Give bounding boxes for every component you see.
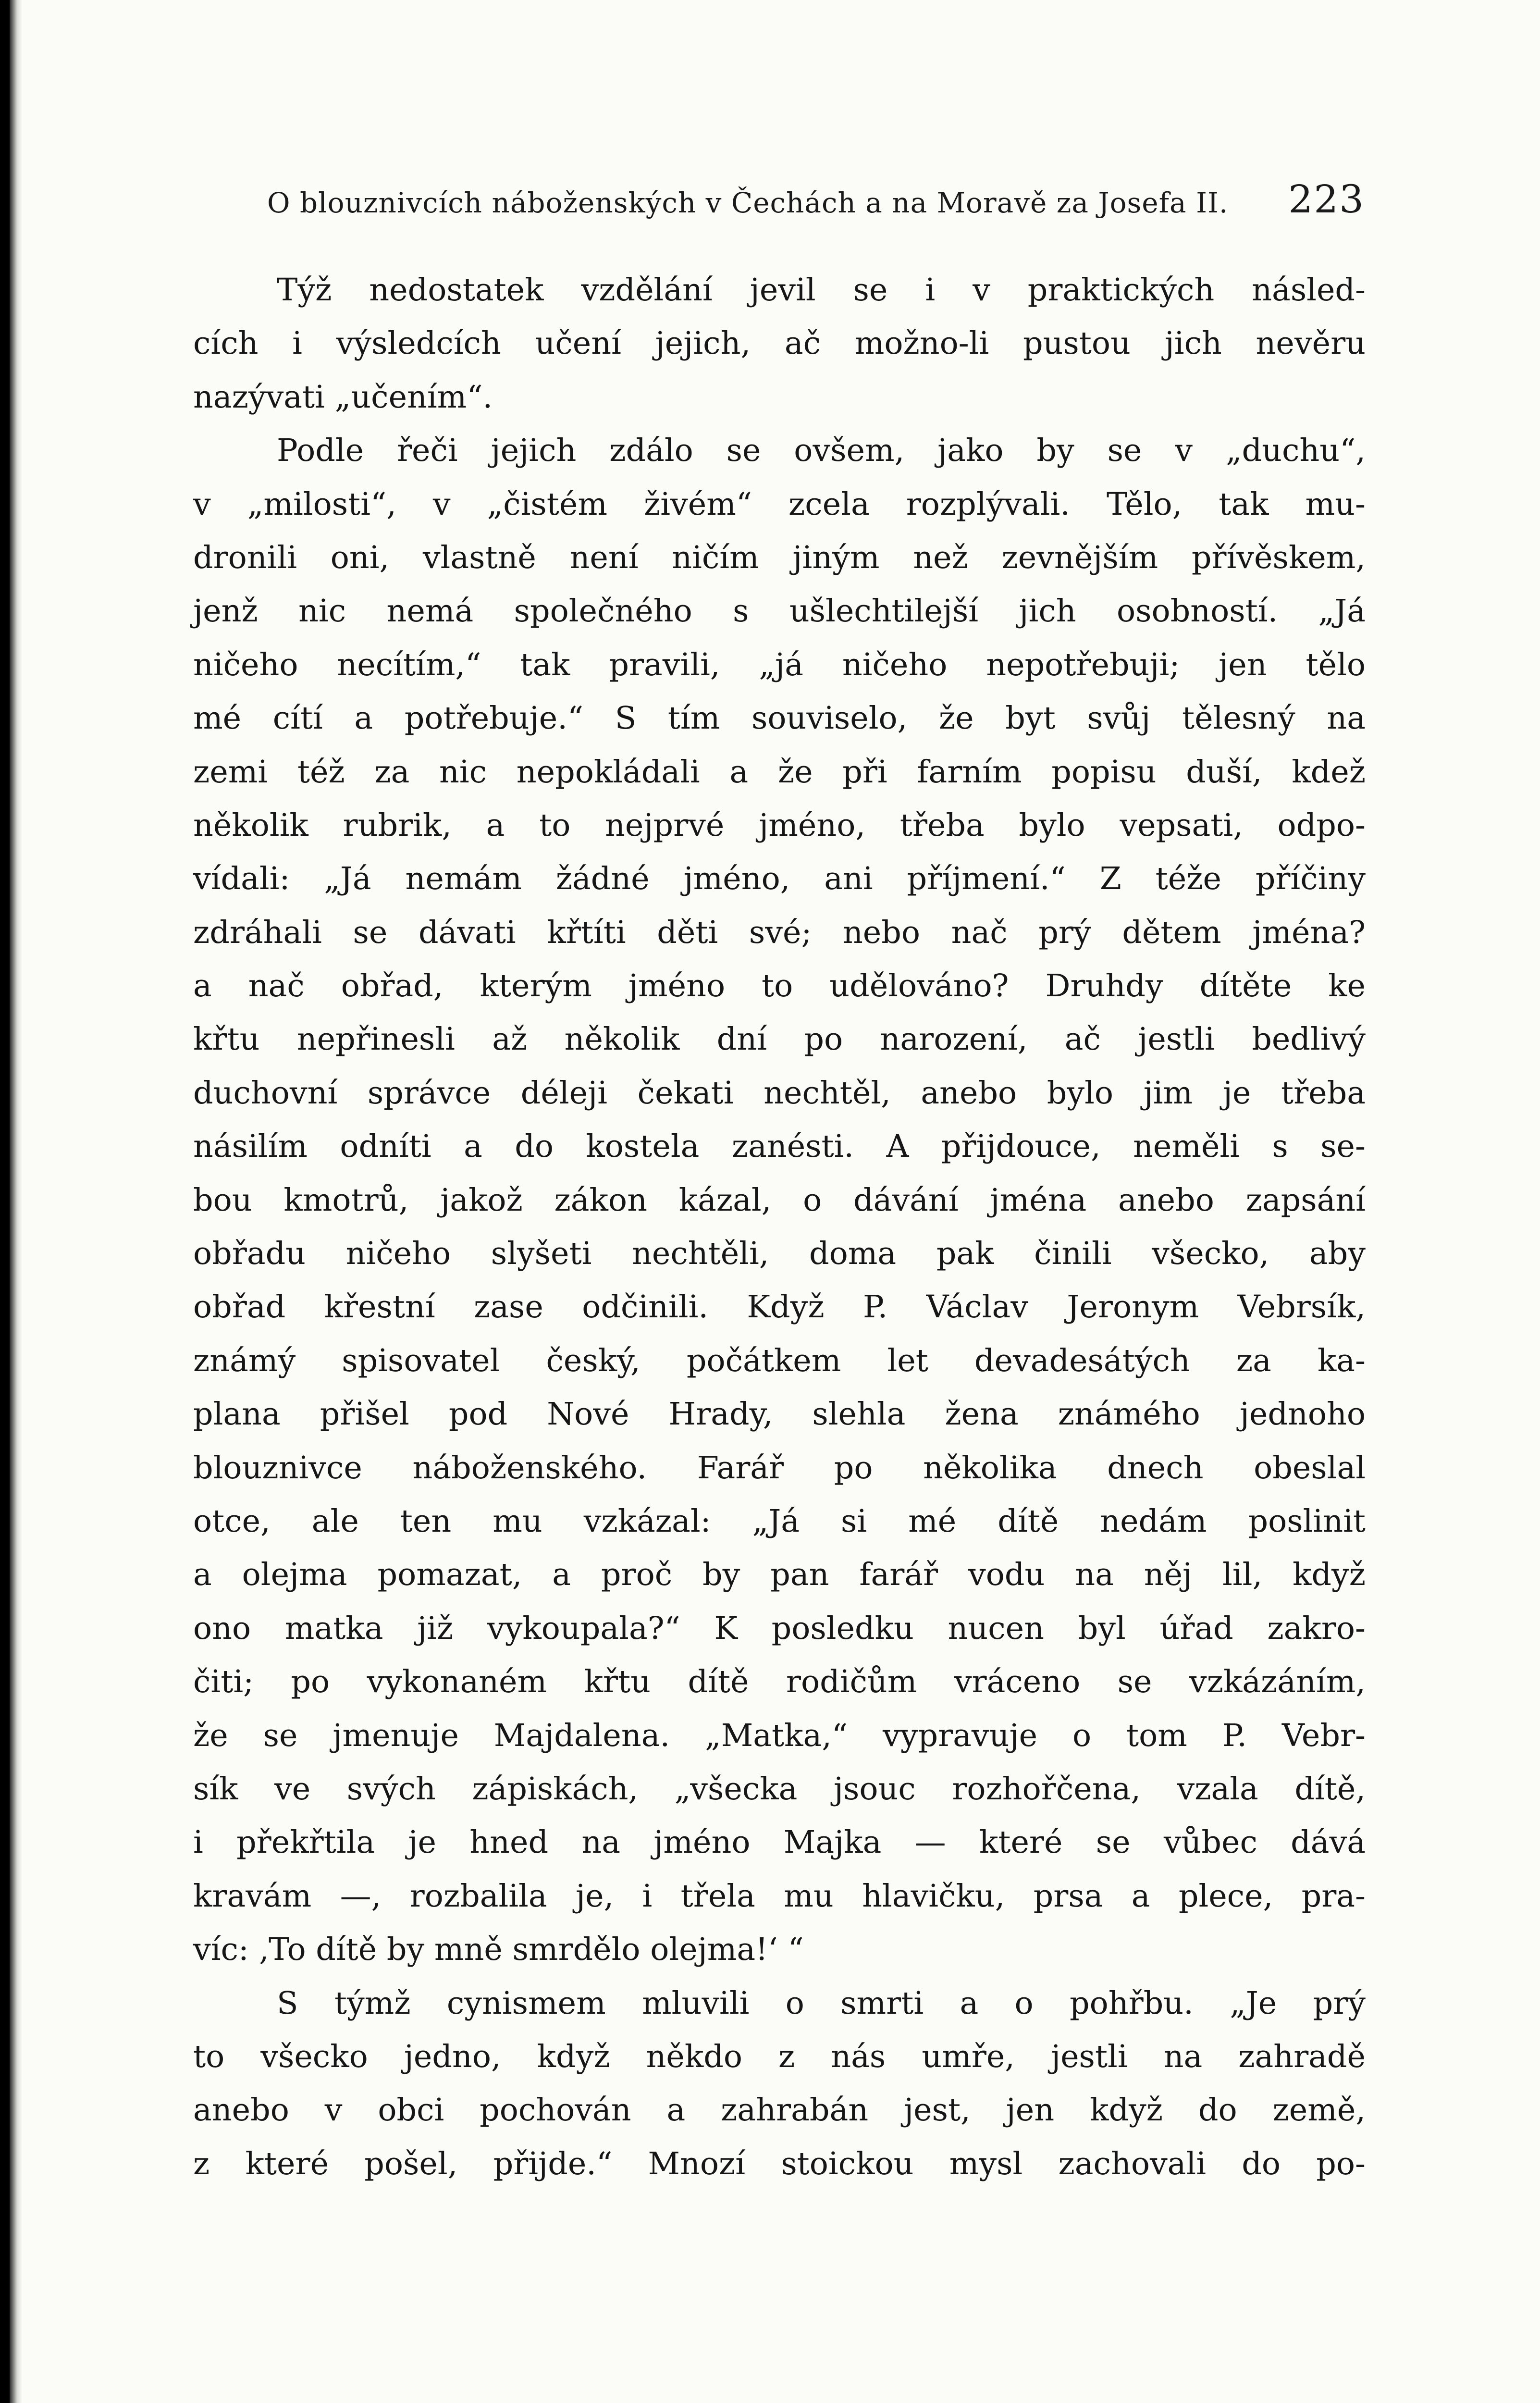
text-line: duchovní správce déleji čekati nechtěl, anebo bylo jim je třeba [193, 1075, 1366, 1111]
text-line: otce, ale ten mu vzkázal: „Já si mé dítě nedám poslinit [193, 1503, 1366, 1539]
text-line: zdráhali se dávati křtíti děti své; nebo nač prý dětem jména? [193, 914, 1366, 951]
text-line: jenž nic nemá společného s ušlechtilejší jich osobností. „Já [193, 593, 1366, 630]
text-line: vídali: „Já nemám žádné jméno, ani příjmení.“ Z téže příčiny [193, 861, 1366, 897]
text-line: dronili oni, vlastně není ničím jiným než zevnějším přívěskem, [193, 539, 1366, 576]
text-line: plana přišel pod Nové Hrady, slehla žena známého jednoho [193, 1396, 1366, 1433]
text-line: Týž nedostatek vzdělání jevil se i v praktických násled- [277, 272, 1366, 308]
text-line: bou kmotrů, jakož zákon kázal, o dávání jména anebo zapsání [193, 1182, 1366, 1218]
text-line: zemi též za nic nepokládali a že při farním popisu duší, kdež [193, 754, 1366, 790]
text-line: že se jmenuje Majdalena. „Matka,“ vypravuje o tom P. Vebr- [193, 1717, 1366, 1754]
page-edge-shadow [10, 0, 22, 2403]
text-line: a nač obřad, kterým jméno to udělováno? Druhdy dítěte ke [193, 968, 1366, 1004]
text-line: anebo v obci pochován a zahrabán jest, jen když do země, [193, 2092, 1366, 2129]
page-header [267, 177, 1365, 222]
text-line: v „milosti“, v „čistém živém“ zcela rozplývali. Tělo, tak mu- [193, 486, 1366, 522]
text-line: ničeho necítím,“ tak pravili, „já ničeho nepotřebuji; jen tělo [193, 646, 1366, 683]
text-line: obřad křestní zase odčinili. Když P. Václav Jeronym Vebrsík, [193, 1289, 1366, 1325]
text-line: z které pošel, přijde.“ Mnozí stoickou mysl zachovali do po- [193, 2145, 1366, 2182]
text-line: a olejma pomazat, a proč by pan farář vodu na něj lil, když [193, 1557, 1366, 1593]
text-line: i překřtila je hned na jméno Majka — které se vůbec dává [193, 1824, 1366, 1861]
text-line: Podle řeči jejich zdálo se ovšem, jako by se v „duchu“, [277, 433, 1366, 469]
text-line: víc: ‚To dítě by mně smrdělo olejma!‘ “ [193, 1932, 804, 1968]
text-line: S týmž cynismem mluvili o smrti a o pohřbu. „Je prý [277, 1985, 1366, 2021]
text-line: křtu nepřinesli až několik dní po narození, ač jestli bedlivý [193, 1021, 1366, 1058]
running-title: O blouznivcích náboženských v Čechách a na Moravě za Josefa II. [267, 186, 1229, 219]
text-line: několik rubrik, a to nejprvé jméno, třeba bylo vepsati, odpo- [193, 807, 1366, 843]
text-line: známý spisovatel český, počátkem let devadesátých za ka- [193, 1342, 1366, 1379]
text-line: násilím odníti a do kostela zanésti. A přijdouce, neměli s se- [193, 1128, 1366, 1165]
text-line: blouznivce náboženského. Farář po několika dnech obeslal [193, 1449, 1366, 1486]
text-line: ono matka již vykoupala?“ K posledku nucen byl úřad zakro- [193, 1610, 1366, 1647]
paragraph-3 [193, 1977, 1366, 2191]
body-text [193, 263, 1366, 2191]
text-line: kravám —, rozbalila je, i třela mu hlavičku, prsa a plece, pra- [193, 1878, 1366, 1914]
text-line: mé cítí a potřebuje.“ S tím souviselo, že byt svůj tělesný na [193, 700, 1366, 737]
text-line: sík ve svých zápiskách, „všecka jsouc rozhořčena, vzala dítě, [193, 1771, 1366, 1807]
text-line: nazývati „učením“. [193, 379, 493, 415]
text-line: čiti; po vykonaném křtu dítě rodičům vráceno se vzkázáním, [193, 1664, 1366, 1700]
text-line: to všecko jedno, když někdo z nás umře, jestli na zahradě [193, 2038, 1366, 2075]
paragraph-2 [193, 424, 1366, 1976]
paragraph-1 [193, 263, 1366, 424]
page-number: 223 [1288, 177, 1365, 222]
text-line: obřadu ničeho slyšeti nechtěli, doma pak činili všecko, aby [193, 1236, 1366, 1272]
text-line: cích i výsledcích učení jejich, ač možno-li pustou jich nevěru [193, 325, 1366, 362]
